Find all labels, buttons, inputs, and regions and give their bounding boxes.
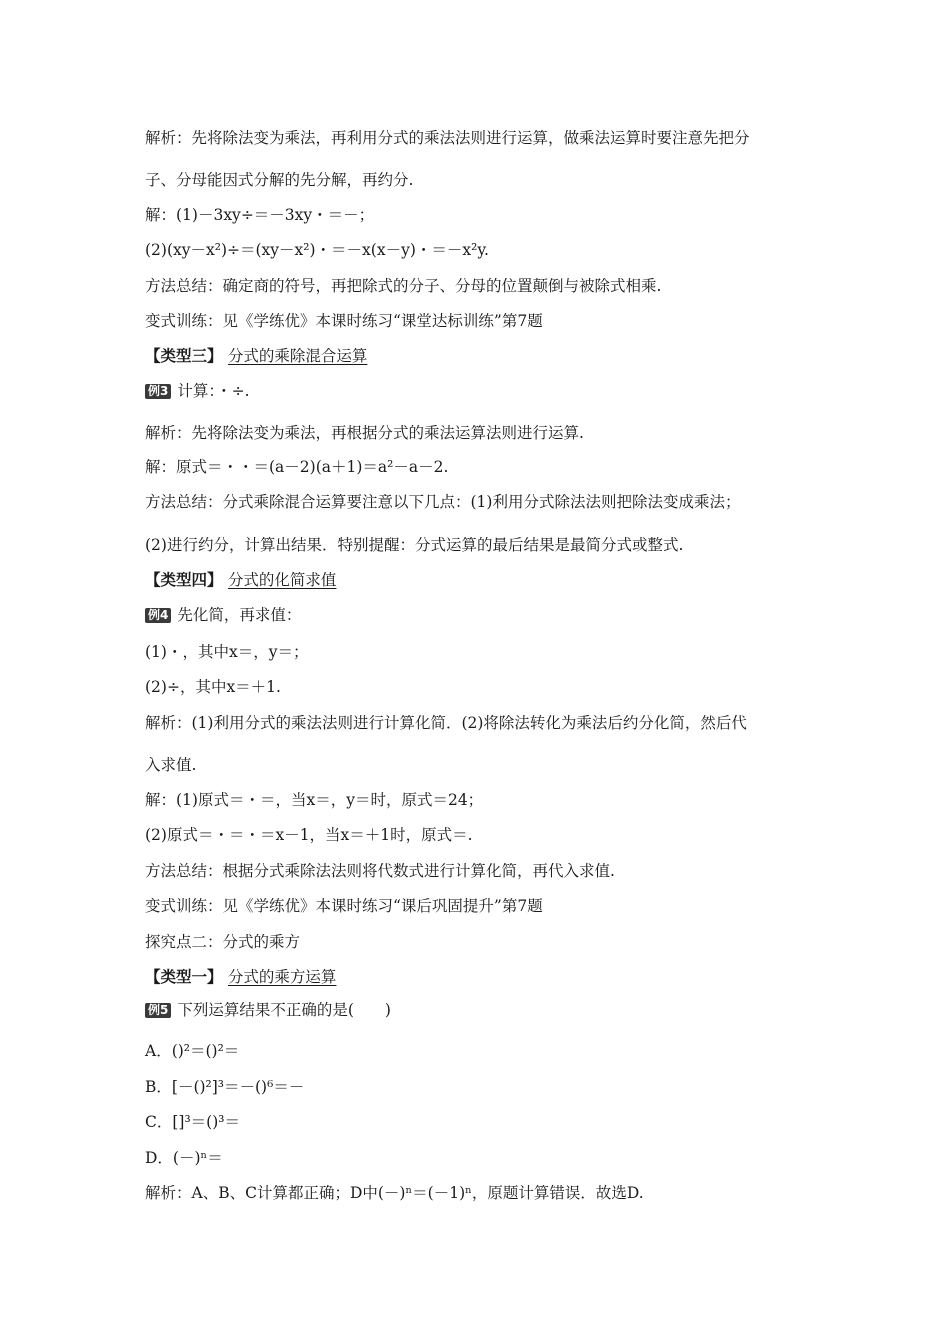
section-title: 分式的乘除混合运算 [227, 347, 368, 365]
exploration-point-title: 探究点二：分式的乘方 [145, 933, 301, 951]
question-part: (2)÷，其中x＝＋1. [145, 678, 281, 696]
solution-line: (2)(xy－x²)÷＝(xy－x²)・＝－x(x－y)・＝－x²y. [145, 241, 489, 259]
analysis-line: 解析：先将除法变为乘法，再利用分式的乘法法则进行运算，做乘法运算时要注意先把分 [145, 129, 750, 147]
choice-d: D．(－)ⁿ＝ [145, 1149, 223, 1167]
section-header-type1 [145, 967, 336, 987]
solution-line: 解：(1)－3xy÷＝－3xy・＝－； [145, 206, 375, 224]
method-summary-cont: (2)进行约分，计算出结果．特别提醒：分式运算的最后结果是最简分式或整式. [145, 536, 684, 554]
section-header-type4 [145, 570, 336, 590]
example-badge: 例5 [145, 1003, 171, 1018]
analysis-line-cont: 子、分母能因式分解的先分解，再约分. [145, 171, 414, 189]
example-question: 计算：・÷. [177, 382, 250, 400]
example-5 [145, 1000, 391, 1020]
section-tag: 【类型一】 [145, 967, 223, 986]
choice-b: B．[－()²]³＝－()⁶＝－ [145, 1078, 305, 1096]
example-badge: 例4 [145, 608, 171, 623]
solution-line: 解：原式＝・・＝(a－2)(a＋1)＝a²－a－2. [145, 458, 449, 476]
method-summary: 方法总结：确定商的符号，再把除式的分子、分母的位置颠倒与被除式相乘. [145, 277, 662, 295]
analysis-line-cont: 入求值. [145, 756, 197, 774]
example-4 [145, 605, 301, 625]
section-title: 分式的乘方运算 [227, 968, 337, 986]
solution-line: (2)原式＝・＝・＝x－1，当x＝＋1时，原式＝. [145, 826, 473, 844]
analysis-line: 解析：A、B、C计算都正确；D中(－)ⁿ＝(－1)ⁿ，原题计算错误．故选D. [145, 1184, 644, 1202]
choice-a: A．()²＝()²＝ [145, 1042, 240, 1060]
example-question: 先化简，再求值： [177, 606, 302, 624]
variant-training: 变式训练：见《学练优》本课时练习“课后巩固提升”第7题 [145, 897, 543, 915]
variant-training: 变式训练：见《学练优》本课时练习“课堂达标训练”第7题 [145, 312, 543, 330]
choice-c: C．[]³＝()³＝ [145, 1113, 240, 1131]
example-3 [145, 381, 250, 401]
question-part: (1)・，其中x＝，y＝； [145, 643, 309, 661]
example-badge: 例3 [145, 384, 171, 399]
analysis-line: 解析：(1)利用分式的乘法法则进行计算化简．(2)将除法转化为乘法后约分化简，然后代 [145, 714, 747, 732]
method-summary: 方法总结：分式乘除混合运算要注意以下几点：(1)利用分式除法法则把除法变成乘法； [145, 493, 741, 511]
analysis-line: 解析：先将除法变为乘法，再根据分式的乘法运算法则进行运算. [145, 424, 584, 442]
solution-line: 解：(1)原式＝・＝，当x＝，y＝时，原式＝24； [145, 791, 484, 809]
example-question: 下列运算结果不正确的是( ) [177, 1001, 391, 1019]
method-summary: 方法总结：根据分式乘除法法则将代数式进行计算化简，再代入求值. [145, 862, 615, 880]
section-header-type3 [145, 346, 367, 366]
section-title: 分式的化简求值 [227, 571, 337, 589]
section-tag: 【类型三】 [145, 346, 223, 365]
section-tag: 【类型四】 [145, 570, 223, 589]
